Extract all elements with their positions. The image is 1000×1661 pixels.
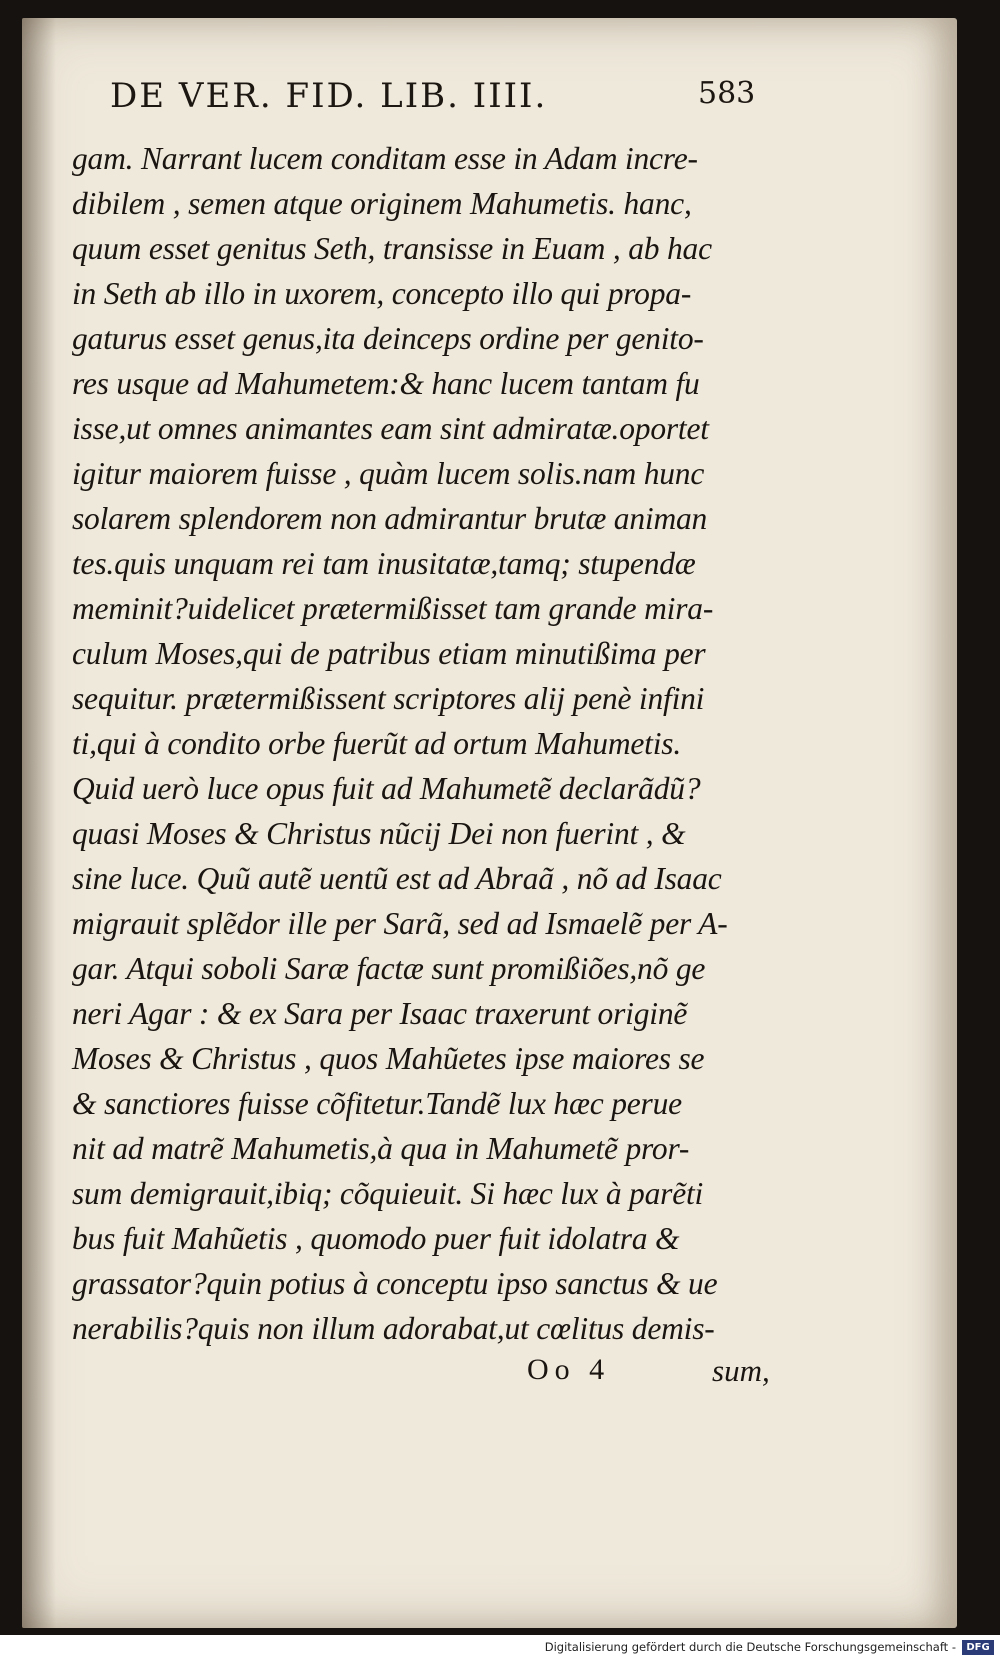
text-line: Quid uerò luce opus fuit ad Mahumetẽ declarãdũ? <box>72 771 701 806</box>
text-line: igitur maiorem fuisse , quàm lucem solis.nam hunc <box>72 456 705 491</box>
text-line: sequitur. prætermißissent scriptores alij penè infini <box>72 681 705 716</box>
text-line: culum Moses,qui de patribus etiam minutißima per <box>72 636 706 671</box>
signature-mark: Oo 4 <box>527 1353 611 1386</box>
catchword: sum, <box>712 1353 770 1388</box>
running-head: DE VER. FID. LIB. IIII. <box>110 76 548 116</box>
text-line: dibilem , semen atque originem Mahumetis. hanc, <box>72 186 692 221</box>
text-line: & sanctiores fuisse cõfitetur.Tandẽ lux hæc perue <box>72 1086 682 1121</box>
text-line: ti,qui à condito orbe fuerũt ad ortum Mahumetis. <box>72 726 681 761</box>
text-line: quum esset genitus Seth, transisse in Euam , ab hac <box>72 231 712 266</box>
page-gutter-shadow <box>22 18 56 1628</box>
text-line: in Seth ab illo in uxorem, concepto illo qui propa- <box>72 276 692 311</box>
credit-bar <box>0 1635 1000 1661</box>
text-line: neri Agar : & ex Sara per Isaac traxerunt originẽ <box>72 996 688 1031</box>
text-line: sum demigrauit,ibiq; cõquieuit. Si hæc lux à parẽti <box>72 1176 704 1211</box>
page-footer <box>72 1353 792 1398</box>
text-line: solarem splendorem non admirantur brutæ animan <box>72 501 708 536</box>
text-block <box>72 136 792 1351</box>
text-line: nit ad matrẽ Mahumetis,à qua in Mahumetẽ pror- <box>72 1131 690 1166</box>
text-line: migrauit splẽdor ille per Sarã, sed ad Ismaelẽ per A- <box>72 906 728 941</box>
text-line: sine luce. Quũ autẽ uentũ est ad Abraã , nõ ad Isaac <box>72 861 722 896</box>
text-line: gaturus esset genus,ita deinceps ordine per genito- <box>72 321 704 356</box>
page-number: 583 <box>698 76 756 111</box>
text-line: tes.quis unquam rei tam inusitatæ,tamq; stupendæ <box>72 546 696 581</box>
text-line: quasi Moses & Christus nũcij Dei non fuerint , & <box>72 816 686 851</box>
funding-credit: Digitalisierung gefördert durch die Deutsche Forschungsgemeinschaft - <box>544 1640 956 1654</box>
text-line: meminit?uidelicet prætermißisset tam grande mira- <box>72 591 714 626</box>
dfg-logo: DFG <box>962 1640 994 1655</box>
text-line: nerabilis?quis non illum adorabat,ut cœlitus demis- <box>72 1311 715 1346</box>
text-line: gam. Narrant lucem conditam esse in Adam incre- <box>72 141 698 176</box>
text-line: isse,ut omnes animantes eam sint admiratæ.oportet <box>72 411 709 446</box>
text-line: gar. Atqui soboli Saræ factæ sunt promißiões,nõ ge <box>72 951 706 986</box>
book-page <box>22 18 957 1628</box>
text-line: Moses & Christus , quos Mahũetes ipse maiores se <box>72 1041 705 1076</box>
text-line: res usque ad Mahumetem:& hanc lucem tantam fu <box>72 366 700 401</box>
text-line: bus fuit Mahũetis , quomodo puer fuit idolatra & <box>72 1221 680 1256</box>
text-line: grassator?quin potius à conceptu ipso sanctus & ue <box>72 1266 718 1301</box>
